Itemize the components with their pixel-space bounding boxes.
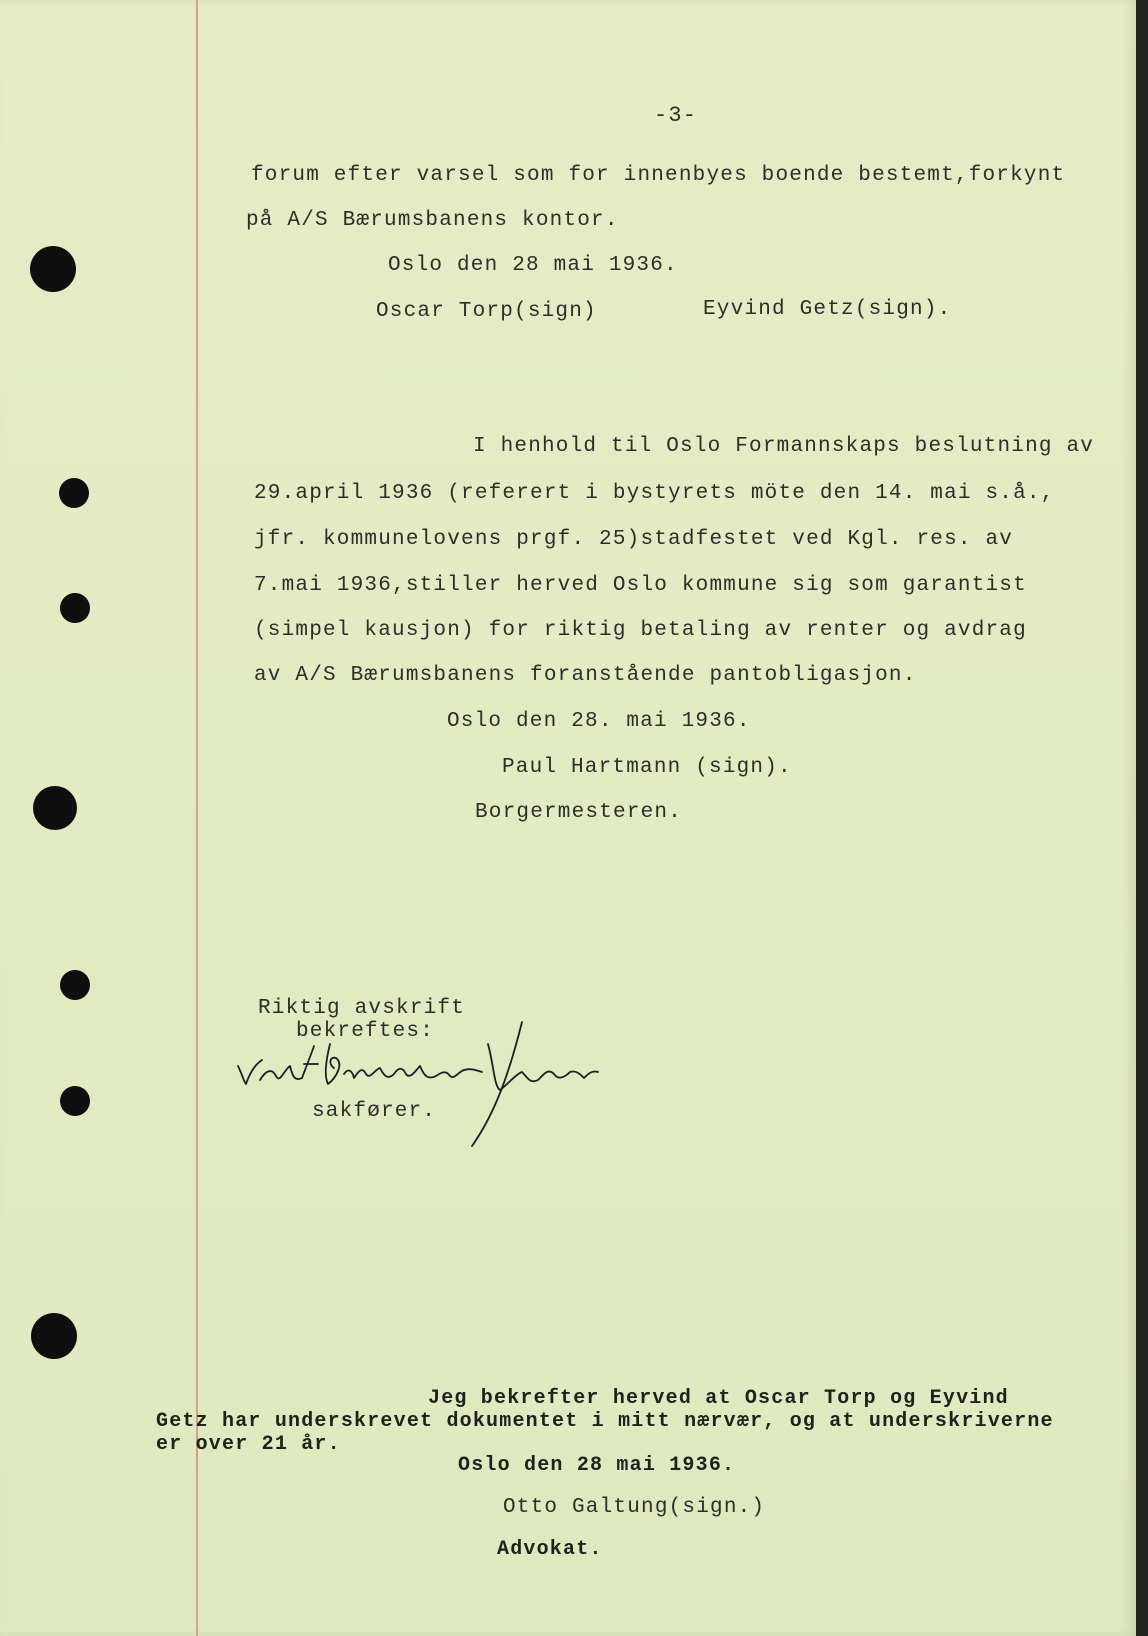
- signer-galtung: Otto Galtung(sign.): [503, 1496, 766, 1519]
- place-date: Oslo den 28 mai 1936.: [388, 254, 678, 277]
- signer-hartmann: Paul Hartmann (sign).: [502, 756, 792, 779]
- text-line: av A/S Bærumsbanens foranstående pantobligasjon.: [254, 664, 917, 687]
- certification-line: bekreftes:: [296, 1020, 435, 1043]
- punch-hole: [60, 593, 90, 623]
- place-date: Oslo den 28 mai 1936.: [458, 1454, 736, 1477]
- witness-line: Getz har underskrevet dokumentet i mitt nærvær, og at underskriverne: [156, 1410, 1054, 1433]
- punch-hole: [30, 246, 76, 292]
- place-date: Oslo den 28. mai 1936.: [447, 710, 751, 733]
- punch-hole: [60, 1086, 90, 1116]
- margin-line: [196, 0, 198, 1636]
- text-line: (simpel kausjon) for riktig betaling av renter og avdrag: [254, 619, 1027, 642]
- certification-line: Riktig avskrift: [258, 997, 466, 1020]
- text-line: 7.mai 1936,stiller herved Oslo kommune sig som garantist: [254, 574, 1027, 597]
- certification-title: sakfører.: [312, 1100, 437, 1123]
- text-line: forum efter varsel som for innenbyes boende bestemt,forkynt: [251, 164, 1066, 187]
- witness-line: Jeg bekrefter herved at Oscar Torp og Eyvind: [428, 1387, 1009, 1410]
- title-advokat: Advokat.: [497, 1538, 603, 1561]
- signature-getz: Eyvind Getz(sign).: [703, 298, 952, 321]
- punch-hole: [60, 970, 90, 1000]
- punch-hole: [31, 1313, 77, 1359]
- page-number: -3-: [654, 103, 698, 128]
- witness-line: er over 21 år.: [156, 1433, 341, 1456]
- title-borgermester: Borgermesteren.: [475, 801, 683, 824]
- signature-torp: Oscar Torp(sign): [376, 300, 597, 323]
- text-line: I henhold til Oslo Formannskaps beslutning av: [473, 435, 1095, 458]
- text-line: på A/S Bærumsbanens kontor.: [246, 209, 619, 232]
- text-line: 29.april 1936 (referert i bystyrets möte den 14. mai s.å.,: [254, 482, 1055, 505]
- handwritten-signature: [232, 1000, 622, 1150]
- punch-hole: [33, 786, 77, 830]
- punch-hole: [59, 478, 89, 508]
- text-line: jfr. kommunelovens prgf. 25)stadfestet ved Kgl. res. av: [254, 528, 1014, 551]
